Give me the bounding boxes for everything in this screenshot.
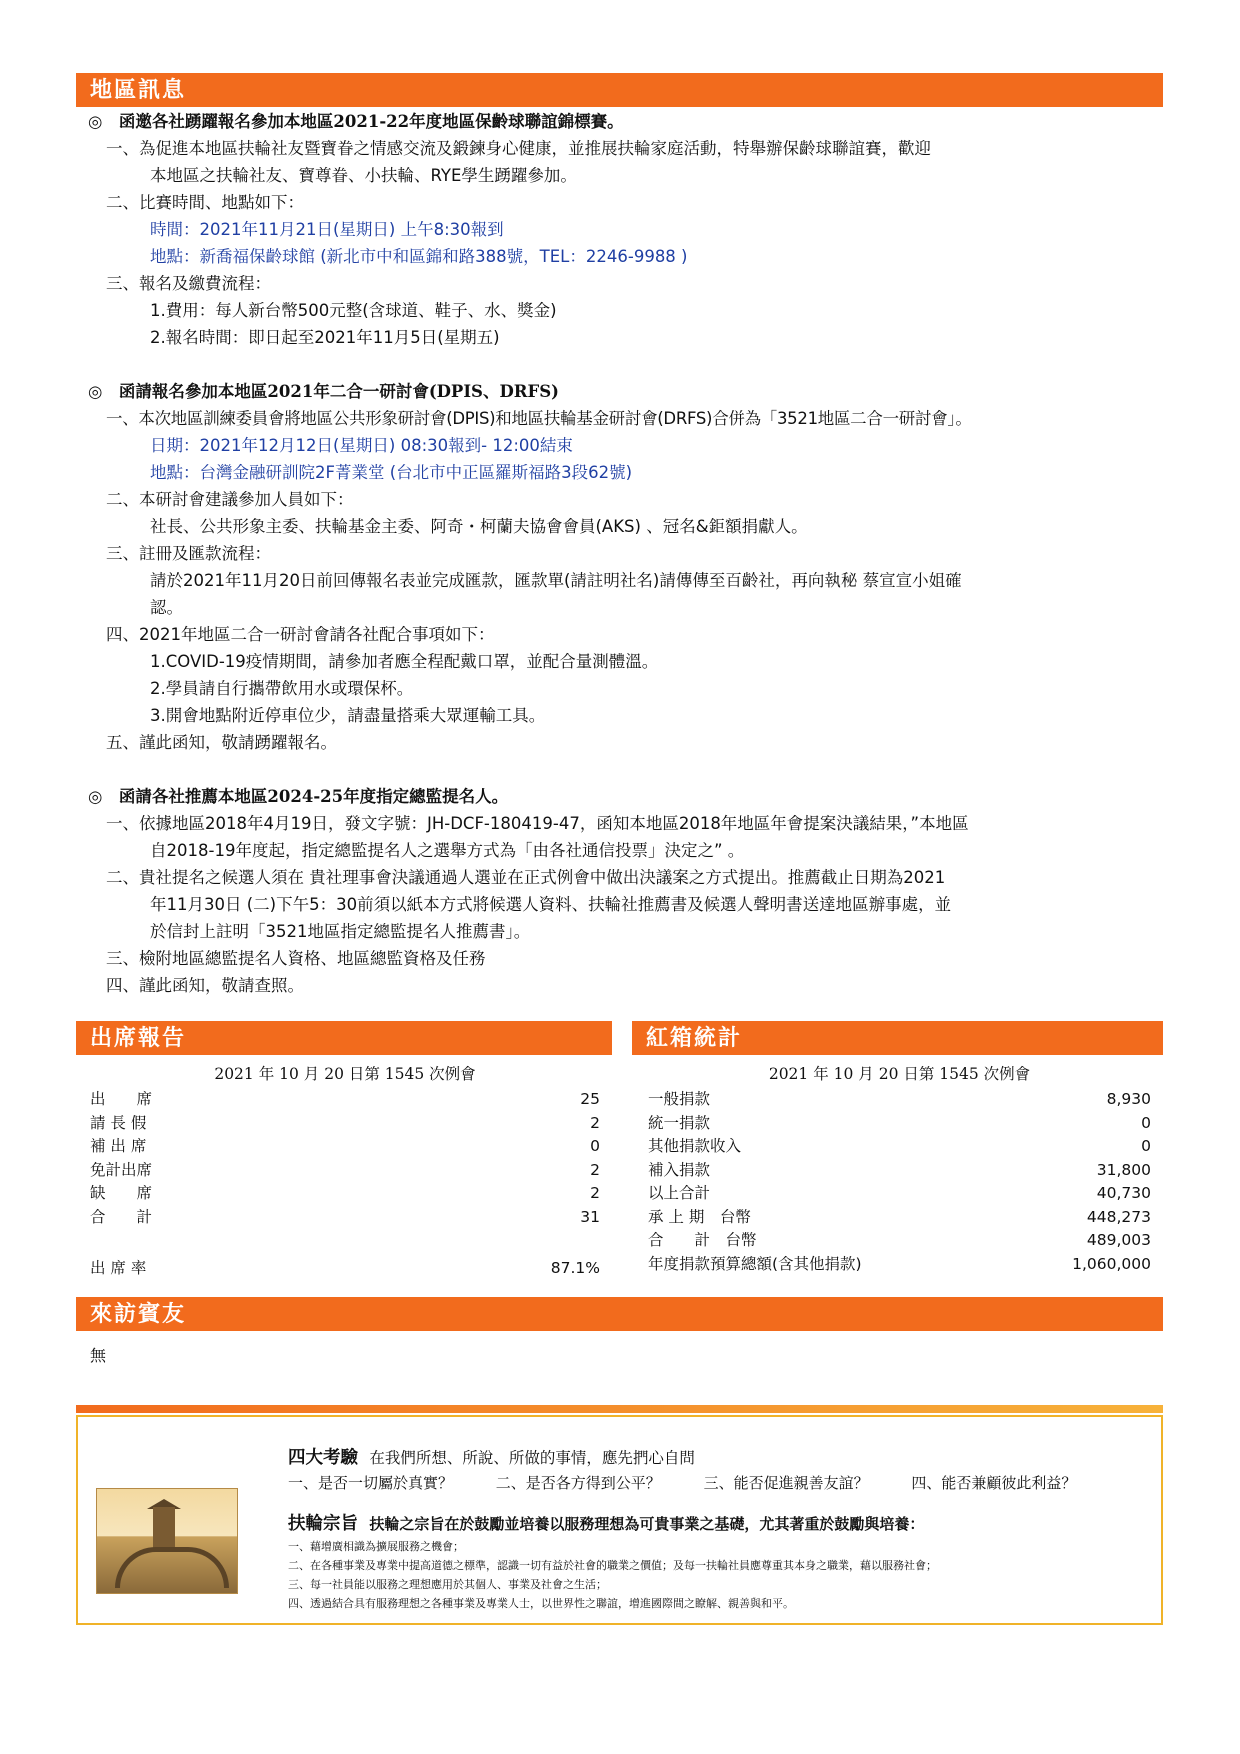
- attendance-table: [90, 1062, 600, 1281]
- seminar-item-3: 三、註冊及匯款流程：: [106, 544, 271, 563]
- seminar-note-2: 2.學員請自行攜帶飲用水或環保杯。: [150, 679, 414, 698]
- four-way-test-title: 四大考驗: [288, 1448, 358, 1468]
- table-row: [648, 1135, 1151, 1159]
- visitors-content: 無: [90, 1346, 107, 1365]
- district-news-header: 地區訊息: [76, 73, 1163, 107]
- row-value: 0: [590, 1137, 600, 1155]
- row-label: 缺 席: [90, 1184, 153, 1202]
- bowling-period: 2.報名時間：即日起至2021年11月5日(星期五): [150, 328, 500, 347]
- bridge-illustration: [96, 1488, 238, 1594]
- row-value: 0: [1141, 1137, 1151, 1155]
- nominee-heading: ◎ 函請各社推薦本地區2024-25年度指定總監提名人。: [88, 787, 509, 806]
- row-value: 2: [590, 1113, 600, 1132]
- nominee-item-2c: 於信封上註明「3521地區指定總監提名人推薦書」。: [150, 922, 531, 941]
- object-of-rotary-line: [288, 1511, 1148, 1537]
- row-value: 40,730: [1096, 1184, 1151, 1202]
- row-label: 出 席: [90, 1090, 153, 1108]
- seminar-reg-a: 請於2021年11月20日前回傳報名表並完成匯款，匯款單(請註明社名)請傳傳至百齡社，再向執秘 蔡宣宣小姐確: [150, 571, 962, 590]
- question-2: 二、是否各方得到公平？: [495, 1474, 661, 1492]
- table-row: [648, 1112, 1151, 1136]
- visitors-header: 來訪賓友: [76, 1297, 1163, 1331]
- row-label: 補 出 席: [90, 1137, 147, 1155]
- question-3: 三、能否促進親善友誼？: [703, 1474, 869, 1492]
- table-row: [648, 1182, 1151, 1206]
- nominee-item-4: 四、謹此函知，敬請查照。: [106, 976, 304, 995]
- table-row: [90, 1182, 600, 1206]
- seminar-item-4: 四、2021年地區二合一研討會請各社配合事項如下：: [106, 625, 495, 644]
- row-value: 31,800: [1096, 1160, 1151, 1179]
- nominee-item-1b: 自2018-19年度起，指定總監提名人之選舉方式為「由各社通信投票」決定之” 。: [150, 841, 745, 860]
- seminar-who: 社長、公共形象主委、扶輪基金主委、阿奇・柯蘭夫協會會員(AKS) 、冠名&鉅額捐獻人。: [150, 517, 808, 536]
- seminar-place: 地點：台灣金融研訓院2F菁業堂 (台北市中正區羅斯福路3段62號): [150, 463, 633, 482]
- table-row: [648, 1206, 1151, 1230]
- row-value: 25: [580, 1090, 600, 1108]
- district-news-body: [88, 108, 1163, 999]
- row-value: 448,273: [1086, 1207, 1151, 1226]
- row-value: 489,003: [1086, 1231, 1151, 1249]
- table-row: [648, 1253, 1151, 1277]
- four-way-test-questions: [288, 1471, 1148, 1495]
- red-box-header: 紅箱統計: [632, 1021, 1163, 1055]
- seminar-item-2: 二、本研討會建議參加人員如下：: [106, 490, 354, 509]
- object-item-4: 四、透過結合具有服務理想之各種事業及專業人士，以世界性之聯誼，增進國際間之瞭解、親善與和平。: [288, 1597, 794, 1610]
- seminar-note-1: 1.COVID-19疫情期間，請參加者應全程配戴口罩，並配合量測體溫。: [150, 652, 659, 671]
- row-label: 請 長 假: [90, 1113, 147, 1132]
- table-row: [648, 1088, 1151, 1112]
- nominee-item-1a: 一、依據地區2018年4月19日，發文字號：JH-DCF-180419-47，函知本地區2018年地區年會提案決議結果，”本地區: [106, 814, 969, 833]
- row-label: 合 計: [90, 1207, 153, 1226]
- bowling-item-1b: 本地區之扶輪社友、寶尊眷、小扶輪、RYE學生踴躍參加。: [150, 166, 577, 185]
- row-label: 一般捐款: [648, 1090, 711, 1108]
- nominee-item-2b: 年11月30日 (二)下午5：30前須以紙本方式將候選人資料、扶輪社推薦書及候選人聲明書送達地區辦事處，並: [150, 895, 952, 914]
- table-row: [648, 1229, 1151, 1253]
- seminar-heading: ◎ 函請報名參加本地區2021年二合一研討會(DPIS、DRFS): [88, 382, 559, 401]
- row-label: 以上合計: [648, 1184, 711, 1202]
- row-value: 31: [580, 1207, 600, 1226]
- four-way-test-subtitle: 在我們所想、所說、所做的事情，應先捫心自問: [369, 1449, 695, 1467]
- table-row: [90, 1159, 600, 1183]
- row-label: 其他捐款收入: [648, 1137, 742, 1155]
- seminar-item-5: 五、謹此函知，敬請踴躍報名。: [106, 733, 337, 752]
- object-item-2: 二、在各種事業及專業中提高道德之標準，認識一切有益於社會的職業之價值；及每一扶輪社員應尊重其本身之職業，藉以服務社會；: [288, 1559, 937, 1572]
- table-row: [90, 1088, 600, 1112]
- nominee-item-2a: 二、貴社提名之候選人須在 貴社理事會決議通過人選並在正式例會中做出決議案之方式提出。推薦截止日期為2021: [106, 868, 946, 887]
- attendance-caption: 2021 年 10 月 20 日第 1545 次例會: [214, 1065, 476, 1083]
- seminar-date: 日期：2021年12月12日(星期日) 08:30報到- 12:00結束: [150, 436, 573, 455]
- row-value: 2: [590, 1184, 600, 1202]
- row-label: 合 計 台幣: [648, 1231, 757, 1249]
- table-row: [90, 1135, 600, 1159]
- object-item-1: 一、藉增廣相識為擴展服務之機會；: [288, 1540, 464, 1553]
- object-of-rotary-subtitle: 扶輪之宗旨在於鼓勵並培養以服務理想為可貴事業之基礎，尤其著重於鼓勵與培養：: [369, 1515, 925, 1533]
- question-4: 四、能否兼顧彼此利益？: [911, 1474, 1077, 1492]
- four-way-test-line: [288, 1445, 1148, 1471]
- bowling-item-2: 二、比賽時間、地點如下：: [106, 193, 304, 212]
- row-label: 補入捐款: [648, 1160, 711, 1179]
- row-label: 承 上 期 台幣: [648, 1207, 751, 1226]
- red-box-caption: 2021 年 10 月 20 日第 1545 次例會: [768, 1065, 1031, 1083]
- seminar-reg-b: 認。: [150, 598, 183, 617]
- row-value: 2: [590, 1160, 600, 1179]
- row-label: 免計出席: [90, 1160, 153, 1179]
- table-row: [90, 1206, 600, 1230]
- object-item-3: 三、每一社員能以服務之理想應用於其個人、事業及社會之生活；: [288, 1578, 607, 1591]
- row-label: 年度捐款預算總額(含其他捐款): [648, 1254, 862, 1273]
- seminar-note-3: 3.開會地點附近停車位少，請盡量搭乘大眾運輸工具。: [150, 706, 546, 725]
- bowling-item-3: 三、報名及繳費流程：: [106, 274, 271, 293]
- row-value: 0: [1141, 1113, 1151, 1132]
- nominee-item-3: 三、檢附地區總監提名人資格、地區總監資格及任務: [106, 949, 486, 968]
- rotary-footer-text: [288, 1445, 1148, 1613]
- seminar-item-1: 一、本次地區訓練委員會將地區公共形象研討會(DPIS)和地區扶輪基金研討會(DRFS)合併為「3521地區二合一研討會」。: [106, 409, 972, 428]
- bowling-time: 時間：2021年11月21日(星期日) 上午8:30報到: [150, 220, 504, 239]
- bowling-item-1a: 一、為促進本地區扶輪社友暨寶眷之情感交流及鍛鍊身心健康，並推展扶輪家庭活動，特舉辦保齡球聯誼賽，歡迎: [106, 139, 931, 158]
- question-1: 一、是否一切屬於真實？: [288, 1474, 454, 1492]
- attendance-rate-row: [90, 1257, 600, 1281]
- rate-label: 出 席 率: [90, 1259, 147, 1277]
- bowling-heading: ◎ 函邀各社踴躍報名參加本地區2021-22年度地區保齡球聯誼錦標賽。: [88, 112, 624, 131]
- object-of-rotary-title: 扶輪宗旨: [288, 1514, 358, 1534]
- attendance-header: 出席報告: [76, 1021, 612, 1055]
- table-row: [90, 1112, 600, 1136]
- bowling-place: 地點：新喬福保齡球館 (新北市中和區錦和路388號，TEL：2246-9988 ): [150, 247, 688, 266]
- rate-value: 87.1%: [550, 1259, 600, 1277]
- bowling-fee: 1.費用：每人新台幣500元整(含球道、鞋子、水、獎金): [150, 301, 557, 320]
- footer-rule: [76, 1405, 1163, 1413]
- red-box-table: [648, 1062, 1151, 1276]
- row-value: 8,930: [1106, 1090, 1151, 1108]
- row-label: 統一捐款: [648, 1113, 711, 1132]
- row-value: 1,060,000: [1072, 1254, 1151, 1273]
- table-row: [648, 1159, 1151, 1183]
